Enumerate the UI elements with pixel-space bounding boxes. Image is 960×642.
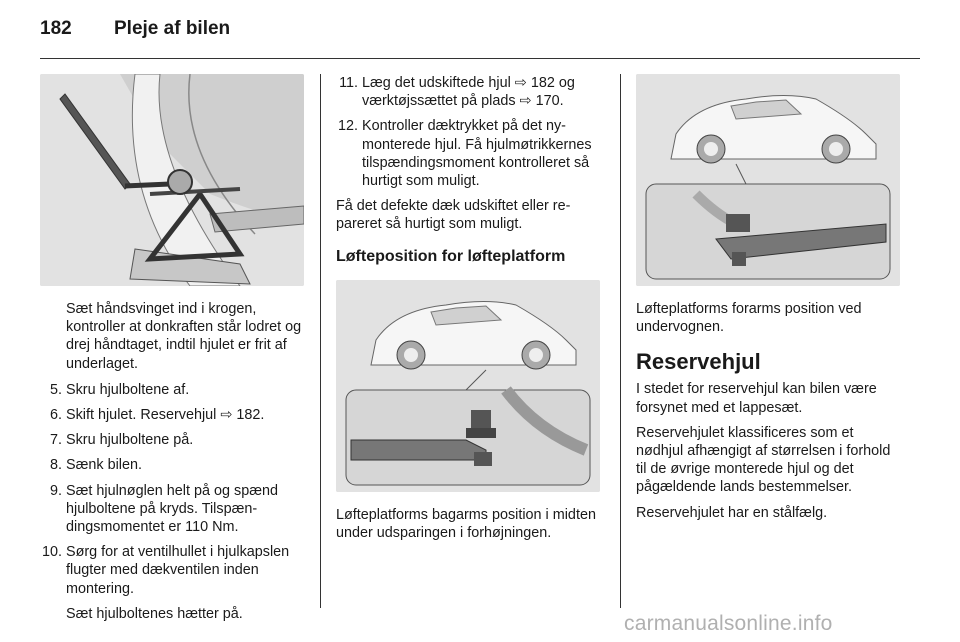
jack-illustration (40, 74, 304, 286)
steps-list-2 (336, 74, 604, 190)
watermark: carmanualsonline.info (624, 612, 833, 635)
list-item: 9. Sæt hjulnøglen helt på og spænd hjulboltene på kryds. Tilspændingsmomentet er 110 Nm. (49, 482, 279, 536)
front-lift-caption: Løfteplatforms forarms position ved undervognen. (636, 301, 862, 336)
list-item: 5. Skru hjulboltene af. (49, 381, 190, 398)
page-number: 182 (40, 18, 72, 39)
step-10-extra: Sæt hjulboltenes hætter på. (66, 605, 243, 622)
column-2 (336, 74, 604, 542)
jack-caption: Sæt håndsvinget ind i krogen, kontroller at donkraften står lodret og drej håndtaget, indtil hjulet er frit af underlaget. (66, 301, 302, 372)
repair-paragraph: Få det defekte dæk udskiftet eller repareret så hurtigt som muligt. (336, 198, 571, 233)
list-item: 11. Læg det udskiftede hjul ⇨ 182 og værktøjssættet på plads ⇨ 170. (339, 75, 575, 110)
list-item: 6. Skift hjulet. Reservehjul ⇨ 182. (49, 407, 265, 424)
list-item: 7. Skru hjulboltene på. (49, 432, 194, 449)
steps-list-1 (40, 381, 304, 598)
spare-paragraph-3: Reservehjulet har en stålfælg. (636, 504, 828, 521)
list-item: 8. Sænk bilen. (49, 457, 142, 474)
column-3 (636, 74, 904, 529)
rear-lift-caption: Løfteplatforms bagarms position i midten under udsparingen i forhøjningen. (336, 506, 596, 542)
spare-paragraph-2: Reservehjulet klassificeres som et nødhjul afhængigt af størrelsen i forhold til de øvrige monterede hjul og det pågældende lands bestemmelser. (636, 424, 891, 496)
spare-paragraph-1: I stedet for reservehjul kan bilen være forsynet med et lappesæt. (636, 381, 877, 416)
column-1 (40, 74, 304, 630)
lift-position-heading: Løfteposition for løfteplatform (336, 247, 566, 265)
list-item: 10. Sørg for at ventilhullet i hjulkapslen flugter med dækventilen inden montering. (41, 544, 290, 597)
header-rule (40, 58, 920, 59)
page-header (40, 18, 230, 40)
spare-wheel-heading: Reservehjul (636, 349, 761, 375)
column-divider-1 (320, 74, 321, 608)
page-title: Pleje af bilen (114, 18, 231, 39)
column-divider-2 (620, 74, 621, 608)
list-item: 12. Kontroller dæktrykket på det nymonterede hjul. Få hjulmøtrikkernes tilspændingsmoment kontrolleret så hurtigt som muligt. (337, 118, 592, 190)
front-lift-illustration (636, 74, 900, 286)
rear-lift-illustration (336, 280, 600, 492)
